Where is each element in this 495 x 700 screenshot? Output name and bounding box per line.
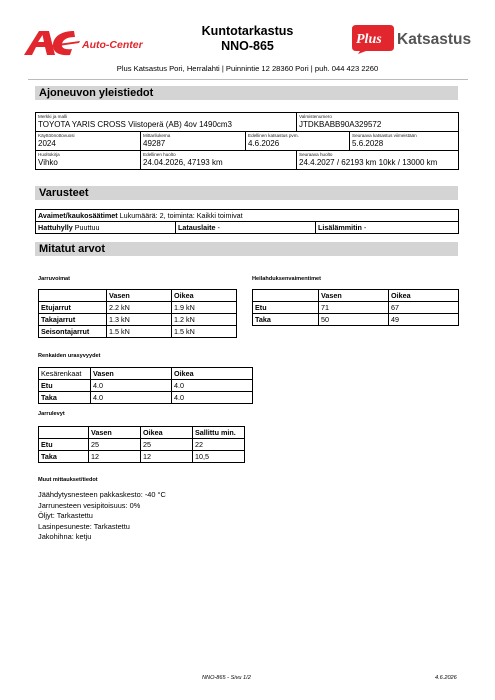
shocks-title: Heilahduksenvaimentimet [252, 276, 322, 282]
keys-value: Lukumäärä: 2, toiminta: Kaikki toimivat [117, 210, 243, 220]
cell-left: 25 [89, 439, 141, 451]
table-row [39, 302, 237, 314]
make-value: TOYOTA YARIS CROSS Viistoperä (AB) 4ov 1490cm3 [38, 120, 233, 129]
make-label: Merkki ja malli [38, 114, 68, 119]
table-row [253, 314, 459, 326]
cell-left: 12 [89, 451, 141, 463]
cell-right: 4.0 [172, 392, 253, 404]
row-label: Seisontajarrut [39, 326, 107, 338]
charger-value: - [215, 222, 220, 232]
next-inspection-value: 5.6.2028 [352, 139, 384, 148]
plus-logo-word: Plus [356, 32, 382, 47]
next-inspection-label: Seuraava katsastus viimeistään [352, 133, 417, 138]
cell-left: 4.0 [91, 380, 172, 392]
table-row [39, 326, 237, 338]
service-book-label: Huoltokirja [38, 152, 60, 157]
shelf-value: Puuttuu [72, 222, 100, 232]
table-row [39, 451, 245, 463]
season-header: Kesärenkaat [39, 368, 91, 380]
equipment-row [36, 210, 459, 222]
table-row [253, 302, 459, 314]
vehicle-info-row [36, 151, 459, 170]
charger-label: Latauslaite [178, 222, 216, 232]
make-cell [36, 113, 297, 132]
brakes-title: Jarruvoimat [38, 276, 71, 282]
tires-title: Renkaiden urasyvyydet [38, 353, 101, 359]
column-header-left: Vasen [107, 290, 172, 302]
column-header-allowed: Sallittu min. [193, 427, 245, 439]
column-header-right: Oikea [172, 368, 253, 380]
last-inspection-label: Edellinen katsastus pvm. [248, 133, 299, 138]
row-label: Taka [253, 314, 319, 326]
column-header-left: Vasen [319, 290, 389, 302]
next-service-label: Seuraava huolto [299, 152, 333, 157]
list-item: Jakohihna: ketju [38, 532, 92, 542]
list-item: Jarrunesteen vesipitoisuus: 0% [38, 500, 141, 510]
last-inspection-cell [246, 132, 350, 151]
table-corner-cell [253, 290, 319, 302]
intro-year-cell [36, 132, 141, 151]
table-row [39, 392, 253, 404]
table-header-row [39, 427, 245, 439]
cell-left: 1.5 kN [107, 326, 172, 338]
previous-service-label: Edellinen huolto [143, 152, 176, 157]
brake-discs-table [38, 426, 245, 463]
cell-left: 50 [319, 314, 389, 326]
brake-forces-table [38, 289, 237, 338]
next-inspection-cell [350, 132, 459, 151]
column-header-left: Vasen [91, 368, 172, 380]
charger-cell [176, 222, 316, 234]
table-header-row [39, 290, 237, 302]
cell-left: 71 [319, 302, 389, 314]
cell-right: 1.5 kN [172, 326, 237, 338]
odometer-value: 49287 [143, 139, 166, 148]
document-title [180, 24, 315, 54]
cell-left: 4.0 [91, 392, 172, 404]
cell-right: 49 [389, 314, 459, 326]
row-label: Etujarrut [39, 302, 107, 314]
heater-label: Lisälämmitin [318, 222, 362, 232]
heater-cell [316, 222, 459, 234]
vehicle-info-row [36, 113, 459, 132]
vin-cell [297, 113, 459, 132]
next-service-value: 24.4.2027 / 62193 km 10kk / 13000 km [299, 158, 438, 167]
shock-absorbers-table [252, 289, 459, 326]
cell-left: 2.2 kN [107, 302, 172, 314]
column-header-right: Oikea [172, 290, 237, 302]
section-vehicle-info-title: Ajoneuvon yleistiedot [35, 86, 458, 100]
title-line-1: Kuntotarkastus [201, 24, 294, 38]
list-item: Jäähdytysnesteen pakkaskesto: -40 °C [38, 490, 166, 499]
cell-right: 1.2 kN [172, 314, 237, 326]
cell-right: 4.0 [172, 380, 253, 392]
table-row [39, 314, 237, 326]
auto-center-logo [22, 27, 147, 59]
odometer-cell [141, 132, 246, 151]
previous-service-value: 24.04.2026, 47193 km [143, 158, 223, 167]
section-measurements-title: Mitatut arvot [35, 242, 458, 256]
cell-right: 12 [141, 451, 193, 463]
table-header-row [39, 368, 253, 380]
list-item: Öljyt: Tarkastettu [38, 511, 93, 521]
auto-center-logo-mark [22, 27, 147, 59]
equipment-table [35, 209, 459, 234]
column-header-right: Oikea [141, 427, 193, 439]
cell-right: 25 [141, 439, 193, 451]
shelf-cell [36, 222, 176, 234]
vin-value: JTDKBABB90A329572 [299, 120, 382, 129]
equipment-row [36, 222, 459, 234]
title-plate: NNO-865 [221, 39, 274, 53]
footer-date: 4.6.2026 [435, 675, 457, 681]
row-label: Taka [39, 392, 91, 404]
list-item: Lasinpesuneste: Tarkastettu [38, 521, 130, 531]
previous-service-cell [141, 151, 297, 170]
service-book-cell [36, 151, 141, 170]
service-book-value: Vihko [38, 158, 58, 167]
footer-page-number: NNO-865 - Sivu 1/2 [202, 675, 251, 681]
intro-year-label: Käyttöönottovuosi [38, 133, 75, 138]
station-address: Plus Katsastus Pori, Herralahti | Puinnintie 12 28360 Pori | puh. 044 423 2260 [116, 64, 379, 73]
vehicle-info-row [36, 132, 459, 151]
cell-right: 1.9 kN [172, 302, 237, 314]
shelf-label: Hattuhylly [38, 222, 73, 232]
row-label: Etu [253, 302, 319, 314]
plus-katsastus-logo-mark [352, 23, 474, 55]
table-row [39, 439, 245, 451]
column-header-right: Oikea [389, 290, 459, 302]
next-service-cell [297, 151, 459, 170]
odometer-label: Mittarilukema [143, 133, 171, 138]
cell-allowed: 10,5 [193, 451, 245, 463]
table-corner-cell [39, 427, 89, 439]
keys-label: Avaimet/kaukosäätimet [38, 210, 118, 220]
table-header-row [253, 290, 459, 302]
heater-value: - [361, 222, 367, 232]
last-inspection-value: 4.6.2026 [248, 139, 280, 148]
cell-right: 67 [389, 302, 459, 314]
row-label: Etu [39, 439, 89, 451]
plus-katsastus-logo [352, 23, 474, 55]
row-label: Taka [39, 451, 89, 463]
header-divider [28, 79, 468, 80]
row-label: Etu [39, 380, 91, 392]
other-measurements-title: Muut mittaukset/tiedot [38, 477, 98, 483]
katsastus-logo-word: Katsastus [397, 31, 472, 48]
auto-center-logo-text: Auto-Center [82, 39, 143, 51]
row-label: Takajarrut [39, 314, 107, 326]
table-row [39, 380, 253, 392]
vin-label: Valmistenumero [299, 114, 332, 119]
discs-title: Jarrulevyt [38, 411, 65, 417]
column-header-left: Vasen [89, 427, 141, 439]
vehicle-info-table [35, 112, 459, 170]
other-measurements-list [38, 490, 166, 543]
cell-allowed: 22 [193, 439, 245, 451]
tire-tread-table [38, 367, 253, 404]
section-equipment-title: Varusteet [35, 186, 458, 200]
table-corner-cell [39, 290, 107, 302]
keys-cell [36, 210, 459, 222]
intro-year-value: 2024 [38, 139, 56, 148]
cell-left: 1.3 kN [107, 314, 172, 326]
